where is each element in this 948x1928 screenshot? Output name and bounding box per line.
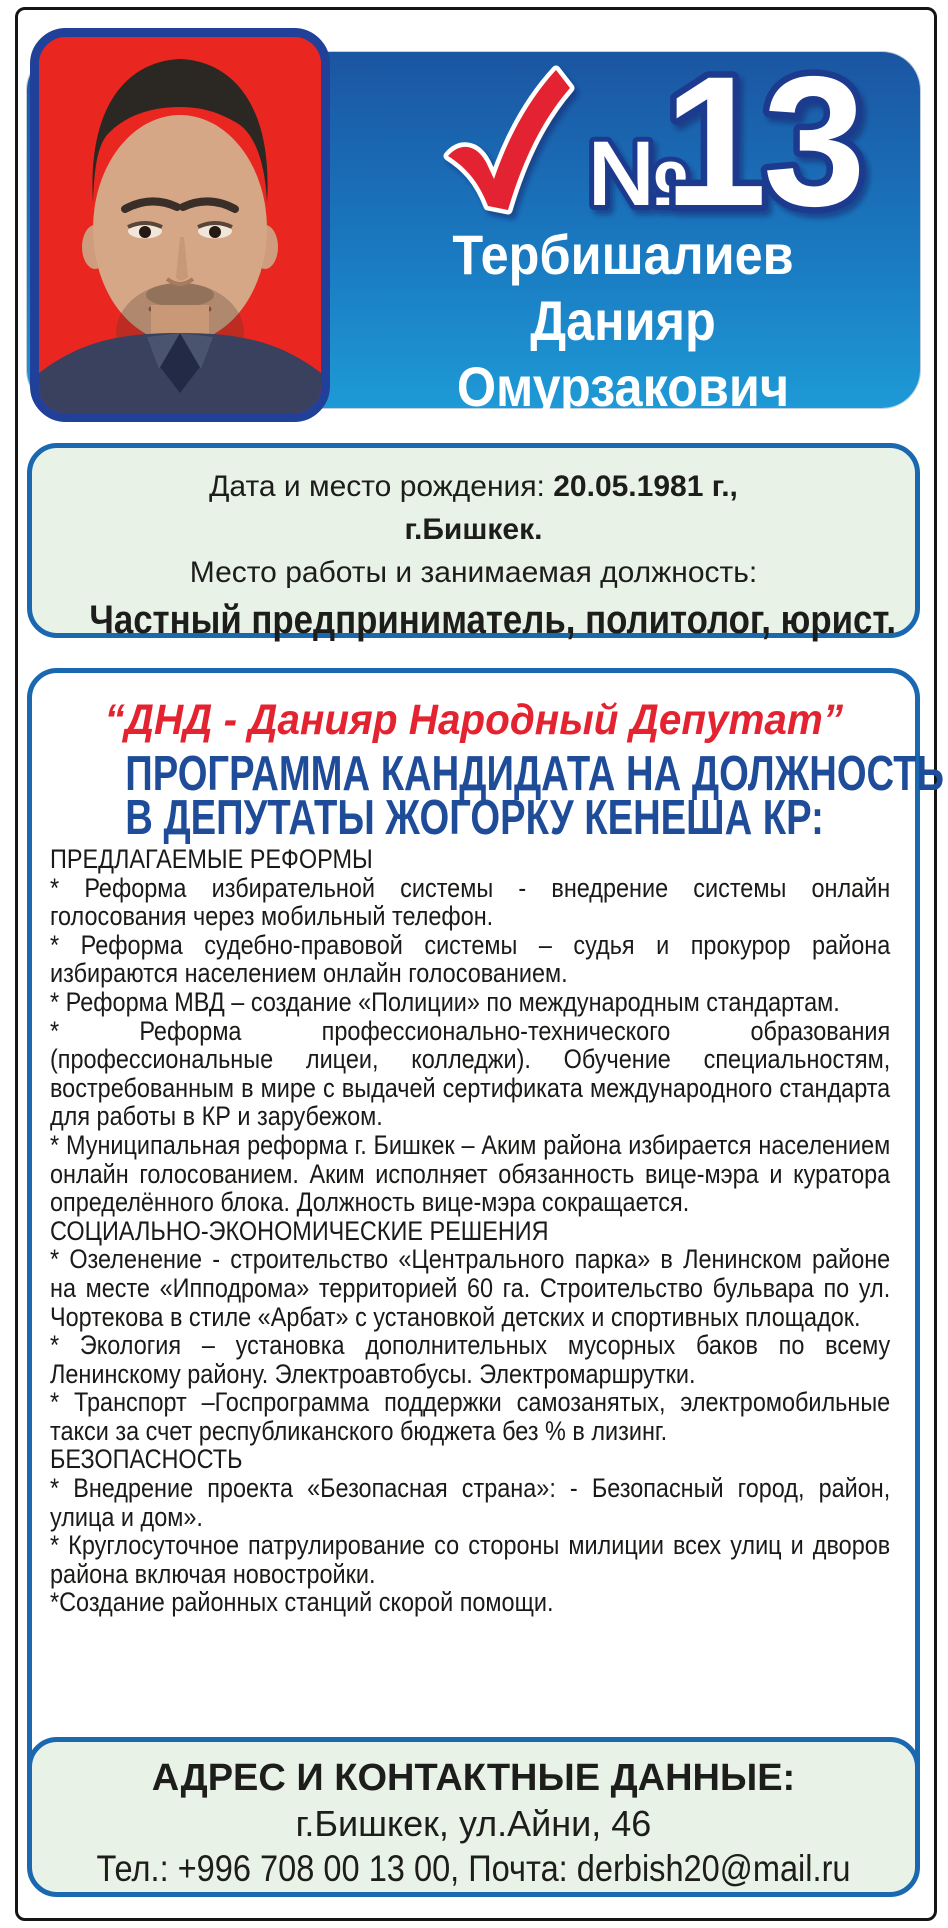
number-symbol: № (588, 123, 691, 224)
program-bullet-item: * Транспорт –Госпрограмма поддержки самозанятых, электромобильные такси за счет республиканского бюджета без % в лизинг. (50, 1387, 891, 1446)
candidate-photo (30, 28, 330, 422)
program-body (50, 845, 890, 1617)
program-bullet-item: * Реформа МВД – создание «Полиции» по международным стандартам. (50, 986, 840, 1017)
checkmark-icon (448, 70, 570, 210)
ballot-number-plate (436, 52, 914, 224)
program-section-heading: СОЦИАЛЬНО-ЭКОНОМИЧЕСКИЕ РЕШЕНИЯ (50, 1215, 549, 1246)
contact-card (27, 1737, 920, 1897)
job-value: Частный предприниматель, политолог, юрист. (89, 598, 897, 642)
program-title-line-2: В ДЕПУТАТЫ ЖОГОРКУ КЕНЕША КР: (125, 791, 824, 845)
program-bullet-item: * Реформа избирательной системы - внедрение системы онлайн голосования через мобильный телефон. (50, 872, 891, 932)
program-bullet-item: * Озеленение - строительство «Центрального парка» в Ленинском районе на месте «Ипподрома» территорией 60 га. Строительство бульвара по ул. Чортекова в стиле «Арбат» с установкой детских и спортивных площадок. (50, 1244, 891, 1332)
candidate-name (330, 222, 916, 420)
program-bullet-item: * Экология – установка дополнительных мусорных баков по всему Ленинскому району. Электроавтобусы. Электромаршрутки. (50, 1330, 891, 1389)
birth-date-value: 20.05.1981 г., (553, 470, 738, 503)
program-title-line-1: ПРОГРАММА КАНДИДАТА НА ДОЛЖНОСТЬ (125, 747, 945, 801)
contact-address: г.Бишкек, ул.Айни, 46 (295, 1803, 652, 1844)
job-label: Место работы и занимаемая должность: (189, 556, 758, 589)
contact-title: АДРЕС И КОНТАКТНЫЕ ДАННЫЕ: (151, 1757, 796, 1799)
program-section-heading: БЕЗОПАСНОСТЬ (50, 1444, 243, 1475)
program-bullet-item: * Внедрение проекта «Безопасная страна»: - Безопасный город, район, улица и дом». (50, 1473, 891, 1532)
contact-phone-email: Тел.: +996 708 00 13 00, Почта: derbish20@mail.ru (96, 1848, 851, 1889)
program-title (27, 747, 945, 845)
program-bullet-item: * Круглосуточное патрулирование со стороны милиции всех улиц и дворов района включая новостройки. (50, 1530, 891, 1589)
program-bullet-item: * Реформа судебно-правовой системы – судья и прокурор района избираются населением онлайн голосованием. (50, 929, 891, 989)
program-bullet-item: * Реформа профессионально-технического образования (профессиональные лицеи, колледжи). Обучение специальностям, востребованным в мире с выдачей сертификата международного стандарта для работы в КР и зарубежом. (50, 1015, 891, 1132)
info-card (27, 443, 920, 642)
candidate-patronymic: Омурзакович (456, 355, 790, 418)
birth-city-value: г.Бишкек. (404, 513, 543, 546)
candidate-surname: Тербишалиев (452, 223, 794, 286)
portrait-illustration (39, 37, 321, 413)
program-bullet-item: * Муниципальная реформа г. Бишкек – Аким района избирается населением онлайн голосованием. Аким исполняет обязанность вице-мэра и куратора определённого блока. Должность вице-мэра сокращается. (50, 1129, 891, 1218)
campaign-slogan-text: “ДНД - Данияр Народный Депутат” (104, 696, 843, 744)
campaign-slogan (27, 697, 920, 743)
birth-label: Дата и место рождения: (209, 470, 554, 503)
candidate-firstname: Данияр (530, 289, 716, 352)
birth-line (32, 465, 915, 508)
program-bullet-item: *Создание районных станций скорой помощи. (50, 1587, 554, 1618)
candidate-number: 13 (664, 52, 862, 224)
program-section-heading: ПРЕДЛАГАЕМЫЕ РЕФОРМЫ (50, 844, 373, 874)
